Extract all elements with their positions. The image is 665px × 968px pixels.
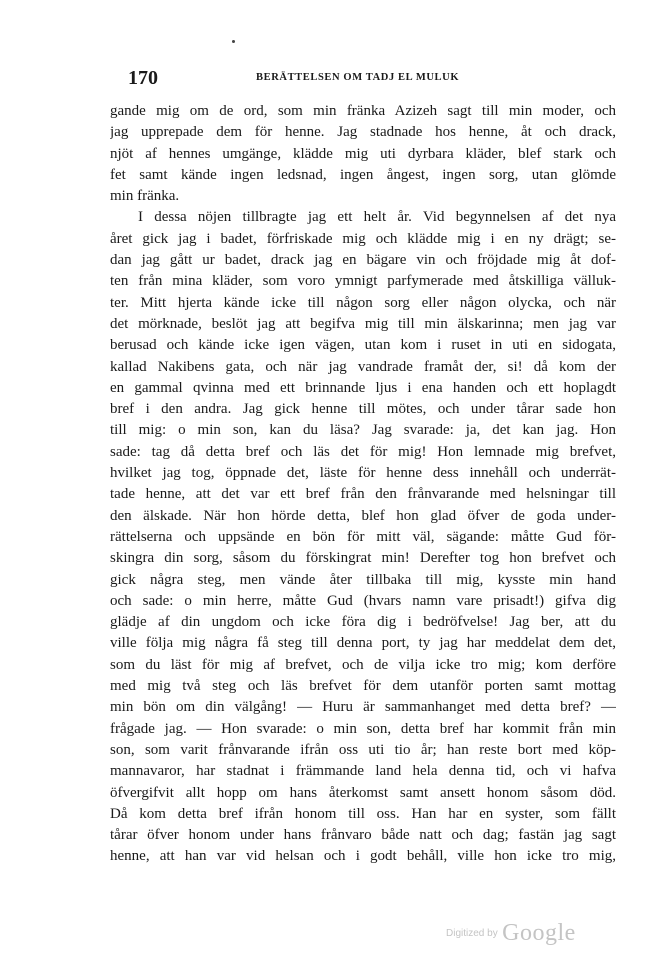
- text-line: sade: tag då detta bref och läs det för mig! Hon lemnade mig brefvet,: [110, 443, 616, 460]
- text-line: berusad och kände icke igen vägen, utan kom i ruset in uti en sidogata,: [110, 337, 616, 354]
- page-header: [106, 66, 606, 90]
- page-number: 170: [128, 67, 158, 89]
- text-line: dan jag gått ur badet, drack jag en bägare vin och fröjdade mig åt dof-: [110, 252, 616, 269]
- text-line: den älskade. När hon hörde detta, blef hon glad öfver de goda under-: [110, 507, 616, 524]
- text-line: gande mig om de ord, som min fränka Azizeh sagt till min moder, och: [110, 103, 616, 119]
- text-line: mannavaror, har stadnat i främmande land hela denna tid, och vi hafva: [110, 763, 616, 780]
- text-line: med mig två steg och läs brefvet för dem utanför porten samt mottag: [110, 678, 616, 695]
- text-line: en gammal qvinna med ett brinnande ljus i ena handen och ett hoplagdt: [110, 379, 616, 396]
- text-line: min fränka.: [110, 188, 180, 205]
- text-line: I dessa nöjen tillbragte jag ett helt år. Vid begynnelsen af det nya: [138, 209, 616, 226]
- text-line: frågade jag. — Hon svarade: o min son, detta bref har kommit från min: [110, 720, 616, 737]
- text-line: det mörknade, beslöt jag att begifva mig till min älskarinna; men jag var: [110, 315, 616, 332]
- text-line: Då kom detta bref ifrån honom till oss. Han har en syster, som fällt: [110, 805, 616, 822]
- text-line: tade henne, att det var ett bref från den frånvarande med helsningar till: [110, 486, 616, 503]
- body-text: [110, 101, 616, 868]
- text-line: skingra din sorg, såsom du förskingrat min! Derefter tog hon brefvet och: [110, 550, 616, 567]
- text-line: fet samt kände ingen ledsnad, ingen ångest, ingen sorg, utan glömde: [110, 166, 616, 183]
- running-head: BERÄTTELSEN OM TADJ EL MULUK: [256, 72, 460, 83]
- text-line: njöt af hennes umgänge, klädde mig uti dyrbara kläder, blef stark och: [110, 145, 616, 162]
- text-line: rättelserna och uppsände en bön för mitt väl, sägande: måtte Gud för-: [110, 528, 616, 545]
- print-speck: [232, 40, 235, 43]
- text-line: henne, att han var vid helsan och i godt behåll, ville hon icke tro mig,: [110, 848, 616, 865]
- text-line: bref i den andra. Jag gick henne till mötes, och under tårar sade hon: [110, 401, 616, 418]
- text-line: och sade: o min herre, måtte Gud (hvars namn vare prisadt!) gifva dig: [110, 592, 616, 609]
- text-line: till mig: o min son, kan du läsa? Jag svarade: ja, det kan jag. Hon: [110, 422, 616, 439]
- text-line: gick några steg, men vände åter tillbaka till mig, kysste min hand: [110, 571, 616, 588]
- text-line: ville följa mig några få steg till denna port, ty jag har meddelat dem det,: [110, 635, 616, 652]
- text-line: min bön om din välgång! — Huru är sammanhanget med detta bref? —: [110, 699, 616, 716]
- text-line: som du läst för mig af brefvet, och de vilja icke tro mig; kom derföre: [110, 656, 616, 673]
- text-line: ter. Mitt hjerta kände icke till någon sorg eller någon olycka, och när: [110, 294, 616, 311]
- text-line: ten från mina kläder, som voro ymnigt parfymerade med åtskilliga välluk-: [110, 273, 616, 290]
- text-line: glädje af din ungdom och icke föra dig i bedröfvelse! Jag ber, att du: [110, 614, 616, 631]
- watermark-prefix: Digitized by: [446, 928, 498, 939]
- text-line: öfvergifvit allt hopp om hans återkomst samt ansett honom såsom död.: [110, 784, 616, 801]
- digitization-watermark: [446, 920, 576, 947]
- text-line: tårar öfver honom under hans frånvaro både natt och dag; fastän jag sagt: [110, 827, 616, 844]
- text-line: hvilket jag tog, öppnade det, läste för henne dess innehåll och underrät-: [110, 465, 616, 482]
- watermark-brand: Google: [502, 920, 576, 946]
- text-line: kallad Nakibens gata, och när jag vandrade framåt der, si! då kom der: [110, 358, 616, 375]
- text-line: jag upprepade dem för henne. Jag stadnade hos henne, åt och drack,: [110, 124, 616, 141]
- text-line: son, som varit frånvarande ifrån oss uti tio år; han reste bort med köp-: [110, 741, 616, 758]
- text-line: året gick jag i badet, förfriskade mig och klädde mig i en ny drägt; se-: [110, 230, 616, 247]
